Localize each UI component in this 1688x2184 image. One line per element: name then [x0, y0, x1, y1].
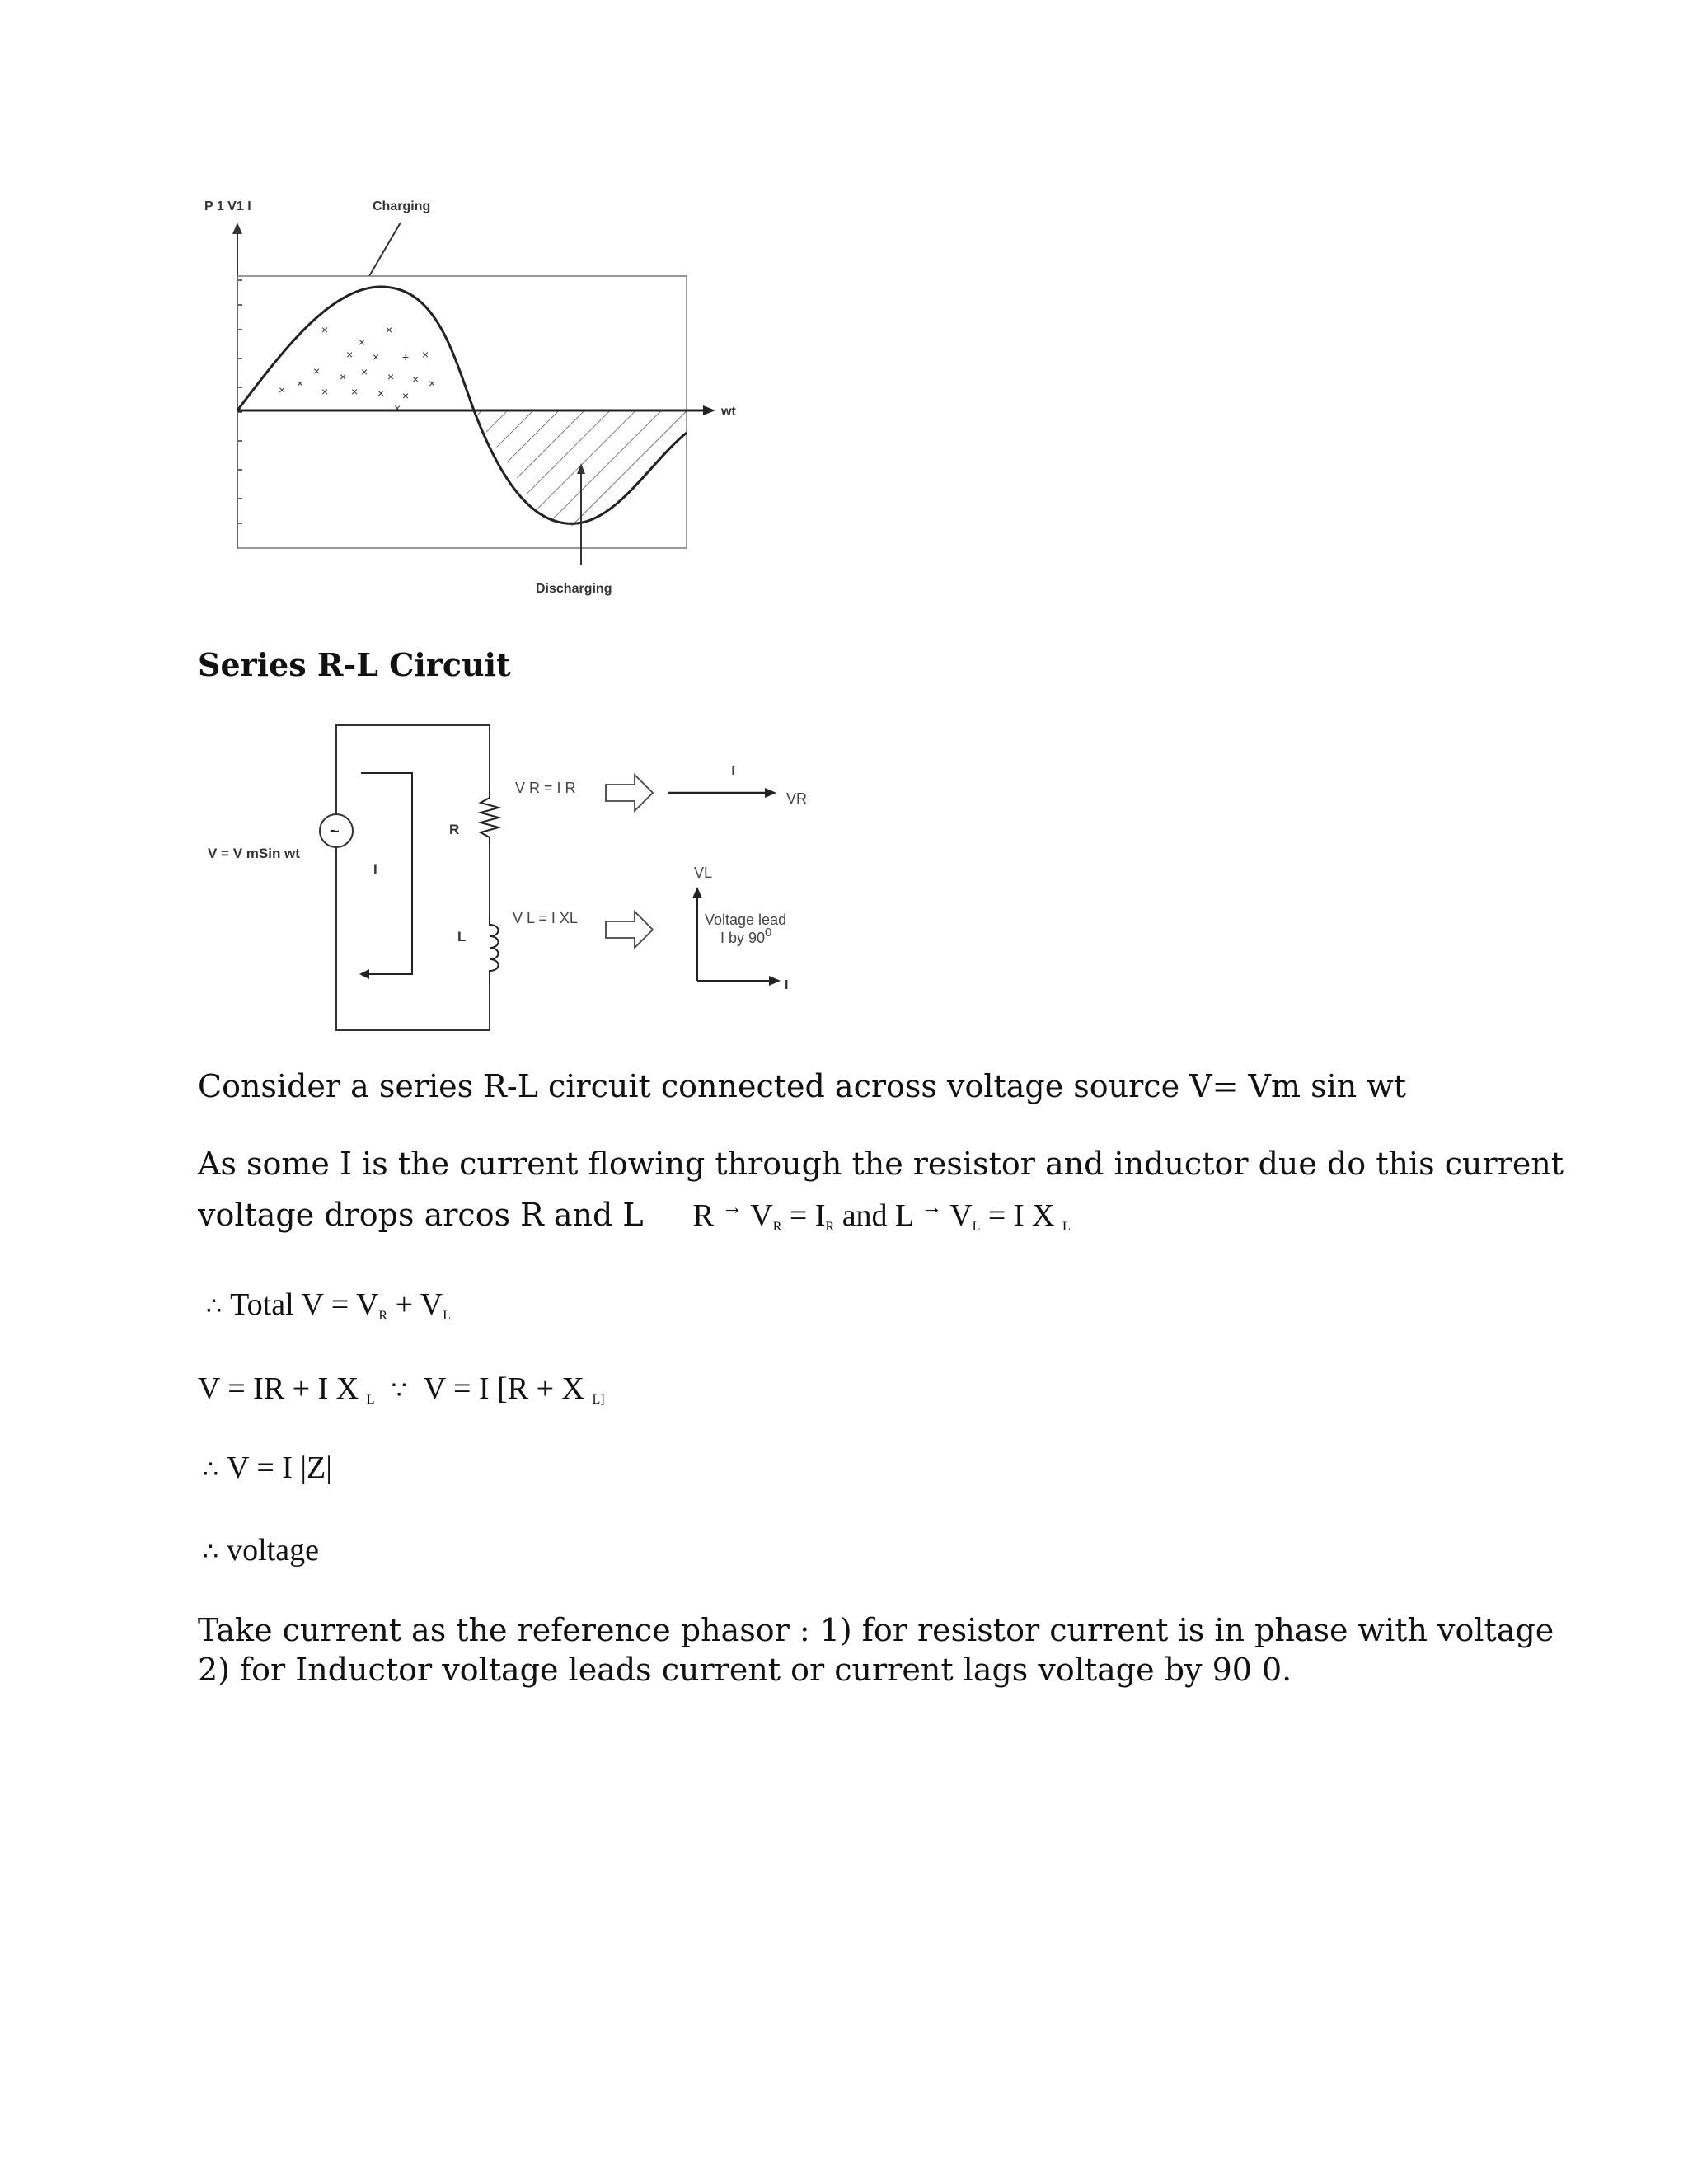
phasor-i2-label: I — [785, 978, 789, 992]
hollow-arrow-icon — [606, 912, 653, 948]
phasor-vl-label: VL — [694, 865, 713, 881]
svg-text:×: × — [429, 377, 436, 390]
svg-text:×: × — [386, 323, 393, 336]
svg-text:×: × — [402, 389, 410, 402]
svg-text:×: × — [279, 383, 286, 396]
paragraph-current-line1: As some I is the current flowing through the resistor and inductor due do this current — [198, 1146, 1564, 1182]
svg-text:~: ~ — [330, 823, 340, 841]
svg-text:×: × — [340, 370, 347, 383]
vl-equation: V L = I XL — [513, 910, 578, 926]
wt-label: wt — [721, 405, 736, 419]
paragraph-consider: Consider a series R-L circuit connected across voltage source V= Vm sin wt — [198, 1068, 1407, 1104]
svg-text:×: × — [346, 348, 354, 361]
charging-label: Charging — [373, 199, 431, 213]
svg-text:×: × — [359, 335, 366, 349]
svg-text:×: × — [297, 377, 304, 390]
voltage-lead-text-2: I by $90^0$ — [720, 926, 772, 946]
impedance-equation: V = IR + I X L ∵ V = I [R + X L] — [198, 1371, 605, 1407]
phasor-vr-label: VR — [786, 790, 808, 807]
svg-text:×: × — [377, 387, 385, 400]
svg-text:×: × — [412, 373, 420, 386]
section-heading: Series R-L Circuit — [198, 646, 511, 683]
svg-text:×: × — [351, 385, 359, 398]
svg-text:×: × — [373, 350, 380, 363]
svg-text:×: × — [361, 365, 368, 378]
svg-text:+: + — [402, 350, 410, 363]
series-rl-circuit-figure — [198, 709, 841, 1038]
charging-waveform-figure — [190, 190, 767, 610]
vr-equation: V R = I R — [515, 780, 576, 796]
phasor-i-label: I — [731, 764, 735, 778]
voltage-line: ∴ voltage — [203, 1533, 319, 1568]
svg-text:×: × — [422, 348, 429, 361]
r-label: R — [449, 822, 460, 837]
waveform-axis-label: P 1 V1 I — [204, 199, 251, 213]
current-label: I — [373, 861, 377, 877]
svg-text:×: × — [321, 323, 329, 336]
paragraph-reference-line1: Take current as the reference phasor : 1) for resistor current is in phase with voltage — [198, 1612, 1554, 1648]
l-label: L — [457, 929, 467, 944]
source-label: V = V mSin wt — [208, 846, 300, 861]
current-arrow — [361, 773, 412, 974]
total-voltage-equation: ∴ Total V = VR + VL — [206, 1287, 452, 1323]
hollow-arrow-icon — [606, 775, 653, 811]
v-equals-iz-equation: ∴ V = I |Z| — [203, 1451, 332, 1485]
svg-text:×: × — [321, 385, 329, 398]
discharging-label: Discharging — [536, 582, 612, 596]
paragraph-current-line2: voltage drops arcos R and L R → VR = IR and L → VL = I X L — [198, 1195, 1071, 1234]
svg-text:×: × — [394, 401, 401, 415]
voltage-lead-text: Voltage lead — [705, 912, 787, 928]
paragraph-reference-line2: 2) for Inductor voltage leads current or current lags voltage by 90 0. — [198, 1652, 1292, 1688]
svg-text:×: × — [313, 364, 321, 377]
svg-text:×: × — [387, 370, 395, 383]
